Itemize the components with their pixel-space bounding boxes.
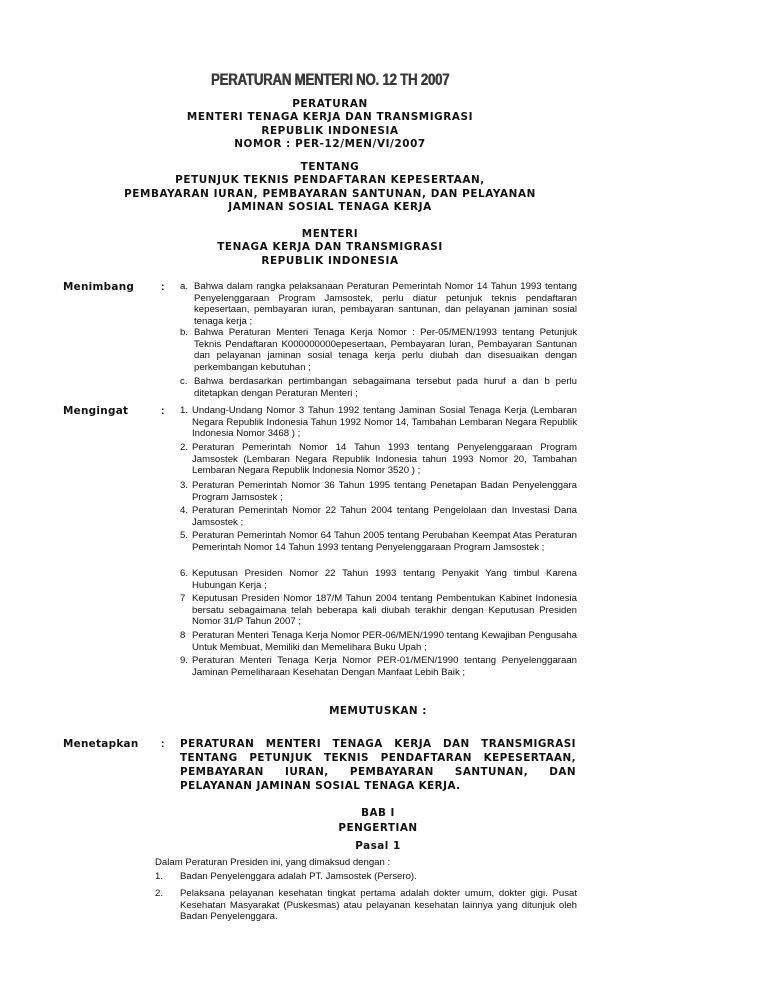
pasal-heading: Pasal 1 [355, 840, 401, 852]
menimbang-colon: : [161, 281, 165, 293]
regulation-header [100, 98, 560, 152]
menimbang-label: Menimbang [63, 281, 135, 293]
subject-line: PETUNJUK TEKNIS PENDAFTARAN KEPESERTAAN, [175, 174, 485, 187]
memutuskan-heading: MEMUTUSKAN : [329, 705, 427, 717]
regulation-subject [100, 161, 560, 215]
subject-line: TENTANG [300, 161, 360, 173]
item-text: Undang-Undang Nomor 3 Tahun 1992 tentang Jaminan Sosial Tenaga Kerja (Lembaran Negara Republik Indonesia Tahun 1992 Nomor 14, Tambahan Lembaran Negara Republik Indonesia Nomor 3468 ) ; [192, 405, 577, 440]
item-text: Bahwa dalam rangka pelaksanaan Peraturan Pemerintah Nomor 14 Tahun 1993 tentang Penyelenggaraan Program Jamsostek, perlu diatur petunjuk teknis pendaftaran kepesertaan, pembayaran iuran, pembayaran santunan, dan pelayanan jaminan sosial tenaga kerja ; [194, 281, 577, 327]
subject-line: PEMBAYARAN IURAN, PEMBAYARAN SANTUNAN, DAN PELAYANAN [124, 187, 536, 200]
item-text: Peraturan Pemerintah Nomor 64 Tahun 2005 tentang Perubahan Keempat Atas Peraturan Pemerintah Nomor 14 Tahun 1993 tentang Penyelenggaraan Program Jamsostek ; [192, 530, 577, 553]
item-text: Peraturan Pemerintah Nomor 36 Tahun 1995 tentang Penetapan Badan Penyelenggara Program Jamsostek ; [192, 480, 577, 503]
header-line: MENTERI TENAGA KERJA DAN TRANSMIGRASI [186, 111, 474, 124]
menetapkan-colon: : [161, 738, 165, 750]
item-text: Peraturan Menteri Tenaga Kerja Nomor PER-06/MEN/1990 tentang Kewajiban Pengusaha Untuk Membuat, Memiliki dan Memelihara Buku Upah ; [192, 630, 577, 653]
item-marker: b. [180, 327, 189, 338]
item-text: Keputusan Presiden Nomor 22 Tahun 1993 tentang Penyakit Yang timbul Karena Hubungan Kerja ; [192, 568, 577, 591]
item-marker: 6. [180, 568, 189, 579]
item-marker: 4. [180, 505, 189, 516]
item-marker: 9. [180, 655, 189, 666]
header-line: NOMOR : PER-12/MEN/VI/2007 [234, 138, 426, 151]
minister-line: TENAGA KERJA DAN TRANSMIGRASI [217, 241, 443, 254]
pasal-intro: Dalam Peraturan Presiden ini, yang dimaksud dengan : [155, 857, 391, 868]
item-marker: 8 [180, 630, 186, 641]
mengingat-label: Mengingat [63, 405, 129, 417]
item-text: Pelaksana pelayanan kesehatan tingkat pertama adalah dokter umum, dokter gigi. Pusat Kesehatan Masyarakat (Puskesmas) atau pelayanan kesehatan lainnya yang ditunjuk oleh Badan Penyelenggara. [180, 888, 577, 923]
item-text: Peraturan Pemerintah Nomor 14 Tahun 1993 tentang Penyelenggaraan Program Jamsostek (Lembaran Negara Republik Indonesia tahun 1993 Nomor 20, Tambahan Lembaran Negara Republik Indonesia Nomor 3520 ) ; [192, 442, 577, 477]
item-marker: 3. [180, 480, 189, 491]
header-line: PERATURAN [292, 98, 368, 110]
chapter-title: PENGERTIAN [338, 822, 418, 834]
minister-block [100, 228, 560, 268]
item-marker: 1. [180, 405, 189, 416]
item-marker: 7 [180, 593, 186, 604]
item-text: Peraturan Pemerintah Nomor 22 Tahun 2004 tentang Pengelolaan dan Investasi Dana Jamsostek ; [192, 505, 577, 528]
item-text: Badan Penyelenggara adalah PT. Jamsostek (Persero). [180, 871, 417, 882]
menetapkan-label: Menetapkan [63, 738, 139, 750]
document-title: PERATURAN MENTERI NO. 12 TH 2007 [210, 70, 450, 89]
item-marker: 1. [155, 871, 164, 882]
minister-line: MENTERI [301, 228, 359, 240]
subject-line: JAMINAN SOSIAL TENAGA KERJA [228, 201, 432, 214]
minister-line: REPUBLIK INDONESIA [261, 254, 399, 267]
item-text: Peraturan Menteri Tenaga Kerja Nomor PER-01/MEN/1990 tentang Penyelenggaraan Jaminan Pemeliharaan Kesehatan Dengan Manfaat Lebih Baik ; [192, 655, 577, 678]
item-text: Bahwa Peraturan Menteri Tenaga Kerja Nomor : Per-05/MEN/1993 tentang Petunjuk Teknis Pendaftaran K000000000epesertaan, Pembayaran Iuran, Pembayaran Santunan dan pelayanan jaminan sosial tenaga kerja perlu diubah dan disesuaikan dengan perkembangan kebutuhan ; [194, 327, 577, 373]
item-marker: 2. [180, 442, 189, 453]
item-text: Bahwa berdasarkan pertimbangan sebagaimana tersebut pada huruf a dan b perlu ditetapkan dengan Peraturan Menteri ; [194, 376, 577, 399]
chapter-number: BAB I [361, 807, 395, 819]
menetapkan-text: PERATURAN MENTERI TENAGA KERJA DAN TRANSMIGRASI TENTANG PETUNJUK TEKNIS PENDAFTARAN KEPESERTAAN, PEMBAYARAN IURAN, PEMBAYARAN SANTUNAN, DAN PELAYANAN JAMINAN SOSIAL TENAGA KERJA. [180, 738, 576, 792]
item-marker: 5. [180, 530, 189, 541]
mengingat-colon: : [161, 405, 165, 417]
header-line: REPUBLIK INDONESIA [261, 124, 399, 137]
item-marker: c. [180, 376, 188, 387]
item-marker: a. [180, 281, 189, 292]
item-text: Keputusan Presiden Nomor 187/M Tahun 2004 tentang Pembentukan Kabinet Indonesia bersatu sebagaimana telah beberapa kali diubah terakhir dengan Keputusan Presiden Nomor 31/P Tahun 2007 ; [192, 593, 577, 628]
item-marker: 2. [155, 888, 164, 899]
